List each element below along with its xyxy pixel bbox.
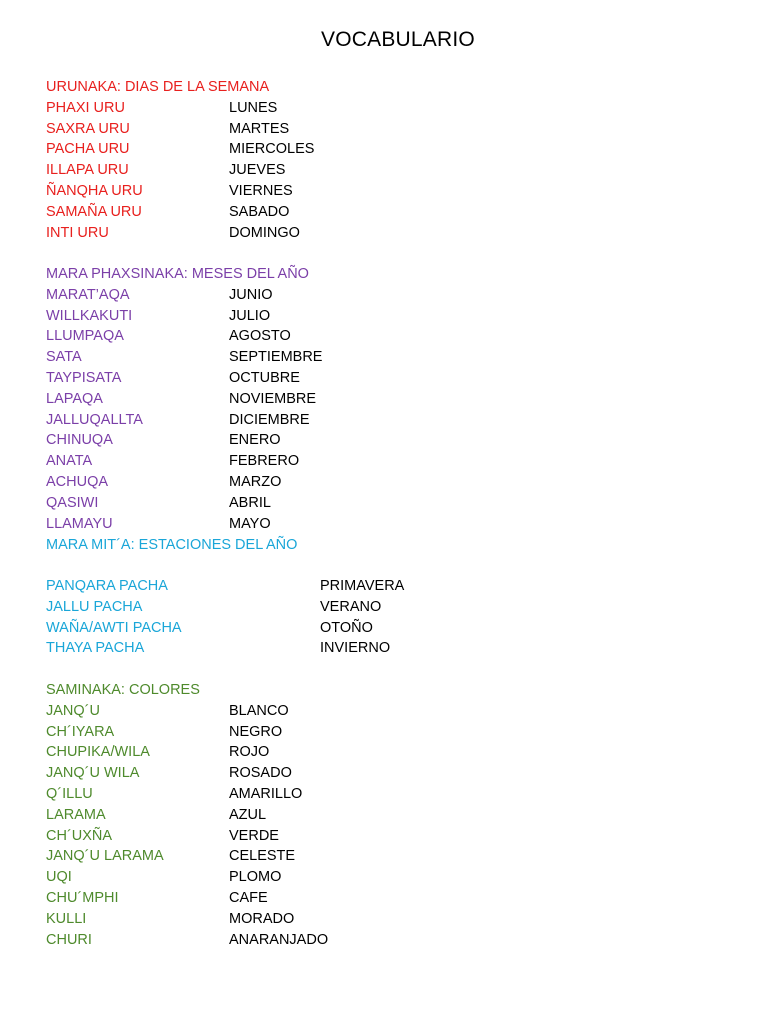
list-item xyxy=(46,742,746,763)
list-item xyxy=(46,909,746,930)
spanish-meaning: AGOSTO xyxy=(229,328,291,345)
list-item xyxy=(46,888,746,909)
list-item xyxy=(46,784,746,805)
spanish-meaning: DICIEMBRE xyxy=(229,411,310,428)
spanish-meaning: CAFE xyxy=(229,889,268,906)
aymara-term: JALLUQALLTA xyxy=(46,411,143,428)
spanish-meaning: JULIO xyxy=(229,307,271,324)
aymara-term: KULLI xyxy=(46,910,87,927)
list-item xyxy=(46,98,746,119)
list-item xyxy=(46,326,746,347)
list-item xyxy=(46,805,746,826)
list-item xyxy=(46,597,746,618)
seasons-section xyxy=(46,576,746,659)
months-heading: MARA PHAXSINAKA: MESES DEL AÑO xyxy=(46,266,309,282)
list-item xyxy=(46,930,746,951)
aymara-term: WAÑA/AWTI PACHA xyxy=(46,619,182,636)
aymara-term: CH´UXÑA xyxy=(46,827,113,844)
list-item xyxy=(46,410,746,431)
aymara-term: LAPAQA xyxy=(46,390,103,407)
aymara-term: LARAMA xyxy=(46,806,106,823)
list-item xyxy=(46,285,746,306)
aymara-term: JANQ´U xyxy=(46,702,100,719)
seasons-heading: MARA MIT´A: ESTACIONES DEL AÑO xyxy=(46,537,298,553)
colors-section xyxy=(46,680,746,950)
spanish-meaning: VERDE xyxy=(229,827,279,844)
aymara-term: ANATA xyxy=(46,453,93,470)
list-item xyxy=(46,160,746,181)
aymara-term: PHAXI URU xyxy=(46,99,125,116)
spanish-meaning: PLOMO xyxy=(229,869,282,886)
spanish-meaning: SEPTIEMBRE xyxy=(229,349,323,366)
list-item xyxy=(46,722,746,743)
spanish-meaning: JUEVES xyxy=(229,162,286,179)
days-section xyxy=(46,77,746,243)
page-title: VOCABULARIO xyxy=(321,28,475,51)
aymara-term: CHURI xyxy=(46,931,92,948)
aymara-term: UQI xyxy=(46,869,72,886)
spanish-meaning: NOVIEMBRE xyxy=(229,390,317,407)
aymara-term: TAYPISATA xyxy=(46,369,122,386)
aymara-term: MARAT’AQA xyxy=(46,286,130,303)
aymara-term: PANQARA PACHA xyxy=(46,578,168,594)
spanish-meaning: OTOÑO xyxy=(320,619,373,636)
seasons-heading-wrap xyxy=(46,535,746,556)
list-item xyxy=(46,826,746,847)
spanish-meaning: DOMINGO xyxy=(229,224,300,241)
list-item xyxy=(46,763,746,784)
list-item xyxy=(46,493,746,514)
spanish-meaning: SABADO xyxy=(229,203,290,220)
list-item xyxy=(46,867,746,888)
list-item xyxy=(46,514,746,535)
list-item xyxy=(46,638,746,659)
spanish-meaning: FEBRERO xyxy=(229,453,300,470)
list-item xyxy=(46,119,746,140)
list-item xyxy=(46,139,746,160)
aymara-term: ÑANQHA URU xyxy=(46,182,143,199)
aymara-term: JALLU PACHA xyxy=(46,598,143,615)
spanish-meaning: MORADO xyxy=(229,910,295,927)
aymara-term: QASIWI xyxy=(46,494,99,511)
spanish-meaning: ROSADO xyxy=(229,765,292,782)
spanish-meaning: BLANCO xyxy=(229,702,289,719)
spanish-meaning: ANARANJADO xyxy=(229,931,329,948)
aymara-term: CHU´MPHI xyxy=(46,889,119,906)
aymara-term: SATA xyxy=(46,349,82,366)
aymara-term: INTI URU xyxy=(46,224,109,241)
spanish-meaning: MAYO xyxy=(229,515,271,532)
spanish-meaning: AZUL xyxy=(229,806,267,823)
spanish-meaning: PRIMAVERA xyxy=(320,578,405,594)
days-heading: URUNAKA: DIAS DE LA SEMANA xyxy=(46,79,270,95)
list-item xyxy=(46,306,746,327)
aymara-term: THAYA PACHA xyxy=(46,640,145,657)
spanish-meaning: MARZO xyxy=(229,473,282,490)
list-item xyxy=(46,368,746,389)
list-item xyxy=(46,701,746,722)
aymara-term: CHUPIKA/WILA xyxy=(46,744,150,761)
list-item xyxy=(46,202,746,223)
spanish-meaning: CELESTE xyxy=(229,848,296,865)
aymara-term: ACHUQA xyxy=(46,473,109,490)
list-item xyxy=(46,223,746,244)
list-item xyxy=(46,576,746,597)
spanish-meaning: INVIERNO xyxy=(320,640,391,657)
list-item xyxy=(46,347,746,368)
spanish-meaning: MARTES xyxy=(229,120,290,137)
spanish-meaning: VIERNES xyxy=(229,182,293,199)
spanish-meaning: JUNIO xyxy=(229,286,273,303)
aymara-term: ILLAPA URU xyxy=(46,162,129,179)
spanish-meaning: NEGRO xyxy=(229,723,283,740)
spanish-meaning: MIERCOLES xyxy=(229,141,315,158)
spanish-meaning: LUNES xyxy=(229,99,278,116)
colors-heading: SAMINAKA: COLORES xyxy=(46,682,200,698)
aymara-term: Q´ILLU xyxy=(46,785,93,802)
spanish-meaning: ROJO xyxy=(229,744,270,761)
aymara-term: JANQ´U WILA xyxy=(46,765,140,782)
aymara-term: JANQ´U LARAMA xyxy=(46,848,164,865)
aymara-term: CHINUQA xyxy=(46,432,113,449)
spanish-meaning: VERANO xyxy=(320,598,382,615)
list-item xyxy=(46,472,746,493)
aymara-term: CH´IYARA xyxy=(46,723,115,740)
aymara-term: LLUMPAQA xyxy=(46,328,124,345)
spanish-meaning: OCTUBRE xyxy=(229,369,300,386)
list-item xyxy=(46,846,746,867)
list-item xyxy=(46,430,746,451)
spanish-meaning: ABRIL xyxy=(229,494,271,511)
aymara-term: PACHA URU xyxy=(46,141,130,158)
list-item xyxy=(46,618,746,639)
list-item xyxy=(46,389,746,410)
spanish-meaning: ENERO xyxy=(229,432,281,449)
aymara-term: SAMAÑA URU xyxy=(46,203,142,220)
aymara-term: WILLKAKUTI xyxy=(46,307,133,324)
spanish-meaning: AMARILLO xyxy=(229,785,303,802)
list-item xyxy=(46,181,746,202)
months-section xyxy=(46,264,746,534)
list-item xyxy=(46,451,746,472)
aymara-term: SAXRA URU xyxy=(46,120,130,137)
aymara-term: LLAMAYU xyxy=(46,515,113,532)
